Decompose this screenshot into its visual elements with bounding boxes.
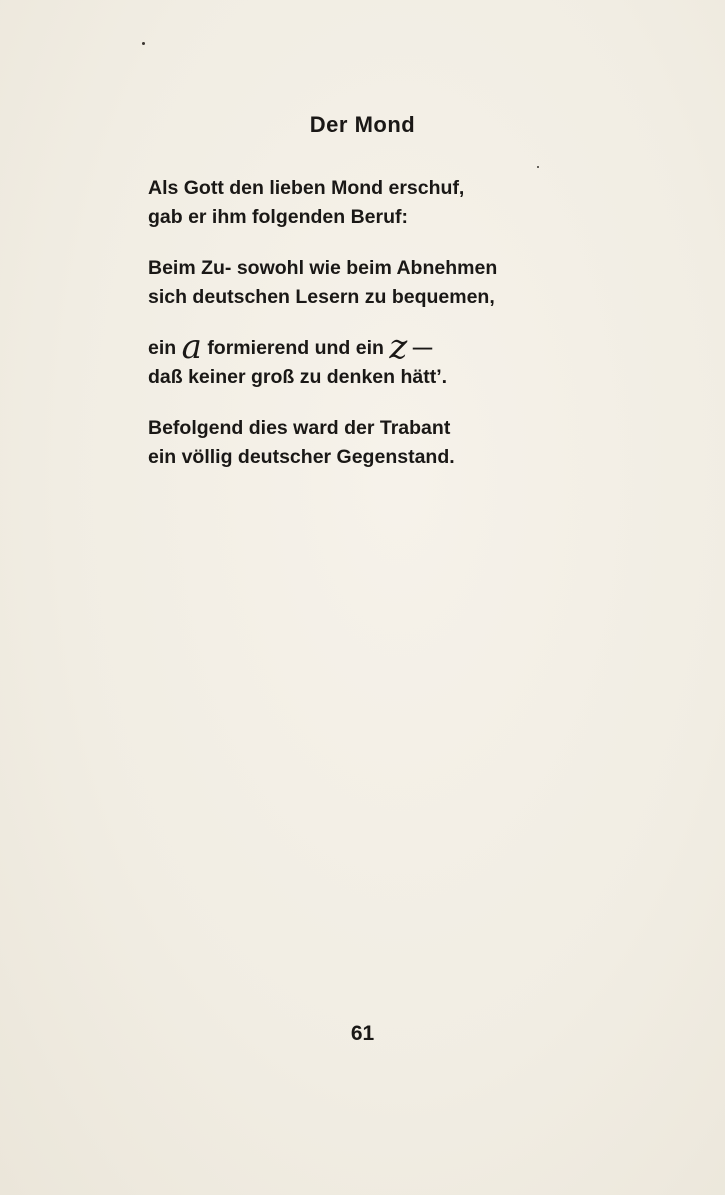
script-letter-a: a <box>181 327 202 367</box>
paper-speck <box>537 166 539 168</box>
line-dash: — <box>412 337 433 359</box>
poem-line: sich deutschen Lesern zu bequemen, <box>148 286 495 308</box>
poem-line: Befolgend dies ward der Trabant <box>148 417 451 439</box>
stanza-1 <box>148 174 668 232</box>
poem-line: Als Gott den lieben Mond erschuf, <box>148 177 465 199</box>
page-number: 61 <box>350 1022 375 1045</box>
poem-body <box>148 174 668 494</box>
line-word: formierend und ein <box>207 337 384 359</box>
stanza-4 <box>148 414 668 472</box>
poem-line: daß keiner groß zu denken hätt’. <box>148 366 448 388</box>
poem-line: Beim Zu- sowohl wie beim Abnehmen <box>148 257 498 279</box>
poem-line <box>148 327 668 367</box>
line-word: ein <box>148 337 177 359</box>
stanza-2 <box>148 254 668 312</box>
paper-speck <box>142 42 145 45</box>
poem-line: gab er ihm folgenden Beruf: <box>148 206 409 228</box>
script-letter-z: z <box>389 327 408 367</box>
poem-title: Der Mond <box>309 112 416 137</box>
stanza-3 <box>148 327 668 392</box>
poem-line: ein völlig deutscher Gegenstand. <box>148 446 455 468</box>
